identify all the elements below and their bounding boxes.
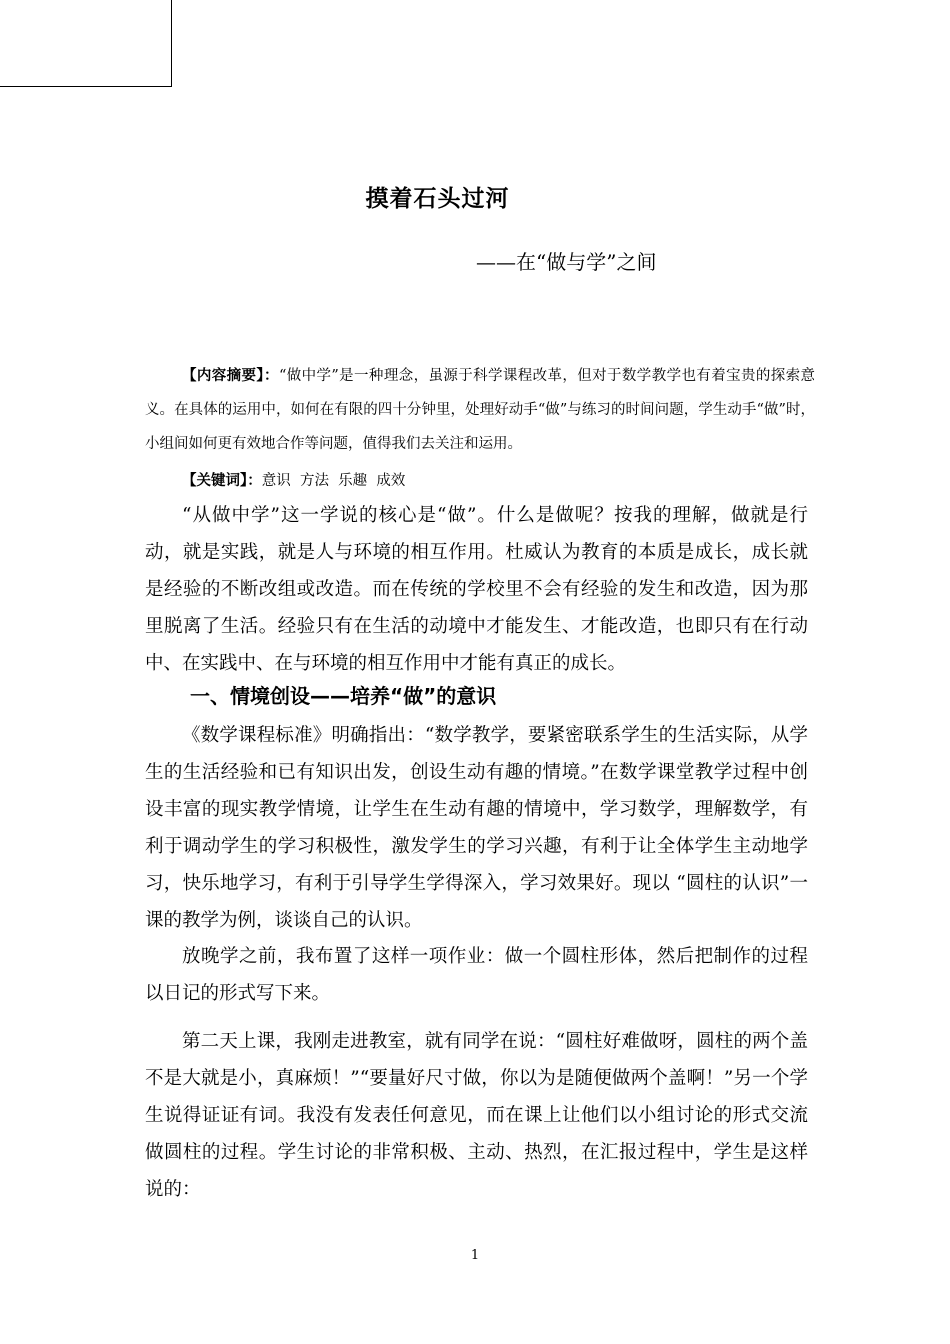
- header-box: [0, 0, 172, 87]
- abstract-text: “做中学”是一种理念，虽源于科学课程改革，但对于数学教学也有着宝贵的探索意义。在具体的运用中，如何在有限的四十分钟里，处理好动手“做”与练习的时间问题，学生动手“做”时，小组间如何更有效地合作等问题，值得我们去关注和运用。: [145, 368, 816, 452]
- document-subtitle: ——在“做与学”之间: [476, 250, 657, 274]
- page-number: 1: [470, 1248, 480, 1263]
- body-paragraph: 放晚学之前，我布置了这样一项作业：做一个圆柱形体，然后把制作的过程以日记的形式写下来。: [145, 946, 808, 1004]
- keywords-label: 【关键词】：: [182, 473, 262, 489]
- section-heading: 一、情境创设——培养“做”的意识: [190, 684, 497, 708]
- intro-paragraph: “从做中学”这一学说的核心是“做”。什么是做呢？按我的理解，做就是行动，就是实践，就是人与环境的相互作用。杜威认为教育的本质是成长，成长就是经验的不断改组或改造。而在传统的学校里不会有经验的发生和改造，因为那里脱离了生活。经验只有在生活的动境中才能发生、才能改造，也即只有在行动中、在实践中、在与环境的相互作用中才能有真正的成长。: [145, 505, 808, 674]
- document-title: 摸着石头过河: [365, 186, 510, 212]
- body-paragraph: 《数学课程标准》明确指出：“数学教学，要紧密联系学生的生活实际，从学生的生活经验和已有知识出发，创设生动有趣的情境。”在数学课堂教学过程中创设丰富的现实教学情境，让学生在生动有趣的情境中，学习数学，理解数学，有利于调动学生的学习积极性，激发学生的学习兴趣，有利于让全体学生主动地学习，快乐地学习，有利于引导学生学得深入，学习效果好。现以 “圆柱的认识”一课的教学为例，谈谈自己的认识。: [145, 725, 808, 931]
- body-paragraph: 第二天上课，我刚走进教室，就有同学在说：“圆柱好难做呀，圆柱的两个盖不是大就是小，真麻烦！”“要量好尺寸做，你以为是随便做两个盖啊！”另一个学生说得证证有词。我没有发表任何意见，而在课上让他们以小组讨论的形式交流做圆柱的过程。学生讨论的非常积极、主动、热烈，在汇报过程中，学生是这样说的：: [145, 1031, 808, 1200]
- keywords-text: 意识 方法 乐趣 成效: [261, 473, 406, 489]
- keywords: [145, 464, 815, 498]
- abstract: [145, 359, 815, 461]
- abstract-label: 【内容摘要】：: [182, 368, 279, 384]
